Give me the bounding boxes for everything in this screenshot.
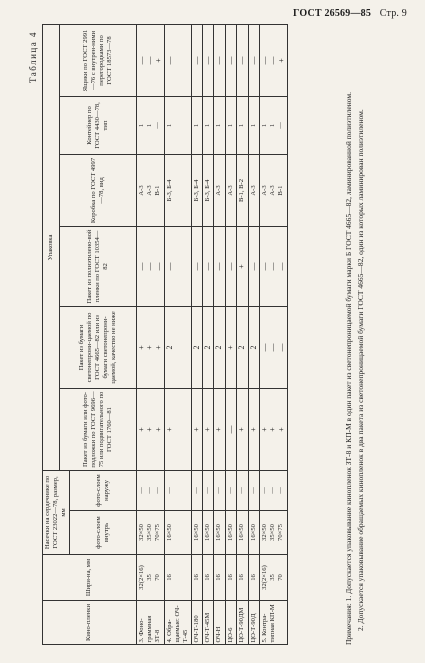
cell-crate: — (164, 24, 191, 96)
header-box: Коробка по ГОСТ 4997—78, вид (60, 154, 137, 226)
cell-film: ОЧ-Н (214, 601, 225, 645)
cell-crate: — (225, 24, 236, 96)
table-row (191, 24, 202, 644)
header-film: Кино-пленки (43, 601, 137, 645)
cell-crate: — (203, 24, 214, 96)
cell-film: ЦО-6 (225, 601, 236, 645)
cell-notch-out: — (225, 470, 236, 510)
table-row (237, 24, 248, 644)
cell-container: 1 (237, 96, 248, 154)
cell-film: ОЧ-Т-45М (203, 601, 214, 645)
cell-pkt-gost: + (237, 388, 248, 470)
header-pkt-gost: Пакет из бумаги или фото-подложки по ГОСТ 9696—75 или подвигательного по ГОСТ 1760—81 (60, 388, 137, 470)
cell-width: 16 (225, 555, 236, 601)
standard-number: ГОСТ 26569—85 (293, 8, 372, 19)
cell-pkt-lightproof: — — — (259, 306, 287, 388)
cell-notch-in: 16×50 (248, 511, 259, 555)
cell-box: А-3 А-3 В-1 (136, 154, 164, 226)
cell-pkt-lightproof: 2 (237, 306, 248, 388)
cell-pkt-poly: — (164, 226, 191, 306)
cell-width: 16 (214, 555, 225, 601)
cell-film: ЦО-Т-90Д (248, 601, 259, 645)
cell-crate: — — + (136, 24, 164, 96)
cell-width: 32(2×16) 35 70 (259, 555, 287, 601)
cell-pkt-poly: — (203, 226, 214, 306)
cell-pkt-lightproof: 2 (191, 306, 202, 388)
table-row (214, 24, 225, 644)
cell-crate: — (214, 24, 225, 96)
cell-notch-in: 32×50 35×50 70×75 (259, 511, 287, 555)
cell-notch-out: — (214, 470, 225, 510)
table-row (259, 24, 287, 644)
cell-notch-in: 16×50 (191, 511, 202, 555)
cell-notch-in: 16×50 (225, 511, 236, 555)
header-notches: Насечки на сердечнике по ГОСТ 23022—78, размер, мм (43, 470, 70, 554)
cell-pkt-poly: — — — (259, 226, 287, 306)
note-2: 2. Допускается упаковывание обращаемых кинопленок в два пакета из светонепроницаемой бумаги ГОСТ 4665—82, один из которых ламинирован полиэтиленом. (356, 109, 366, 631)
cell-notch-out: — (248, 470, 259, 510)
cell-film: 5. Контра-типная КП-М (259, 601, 287, 645)
cell-box: А-3 (214, 154, 225, 226)
table-row (203, 24, 214, 644)
cell-notch-out: — (164, 470, 191, 510)
cell-pkt-lightproof: 2 (164, 306, 191, 388)
cell-pkt-poly: — (225, 226, 236, 306)
cell-pkt-poly: — (214, 226, 225, 306)
cell-width: 16 (248, 555, 259, 601)
table-row (225, 24, 236, 644)
cell-box: Б-3, Б-4 (203, 154, 214, 226)
cell-notch-out: — (203, 470, 214, 510)
cell-notch-out: — (237, 470, 248, 510)
cell-notch-in: 16×50 (237, 511, 248, 555)
header-pkt-lightproof: Пакет из бумаги светонепрони-цаемой по ГОСТ 4665—82 или из бумаги светонепрони-цаемой, качество не ниже (60, 306, 137, 388)
header-crate: Ящики по ГОСТ 2991—76 с внутрен-ними перегородками по ГОСТ 18573—78 (60, 24, 137, 96)
cell-crate: — (191, 24, 202, 96)
cell-crate: — — + (259, 24, 287, 96)
cell-pkt-lightproof: + (225, 306, 236, 388)
cell-pkt-gost: + + + (259, 388, 287, 470)
cell-container: 1 (164, 96, 191, 154)
cell-crate: — (237, 24, 248, 96)
cell-box: Б-3, Б-4 (191, 154, 202, 226)
table-row (136, 24, 164, 644)
cell-box: А-3 (225, 154, 236, 226)
cell-width: 32(2×16) 35 70 (136, 555, 164, 601)
table-row (248, 24, 259, 644)
cell-container: 1 (191, 96, 202, 154)
table-row (164, 24, 191, 644)
packaging-table (42, 24, 288, 645)
cell-container: 1 (225, 96, 236, 154)
cell-pkt-gost: + (214, 388, 225, 470)
cell-pkt-gost: + (164, 388, 191, 470)
cell-pkt-gost: + (203, 388, 214, 470)
cell-container: 1 1 — (259, 96, 287, 154)
cell-crate: — (248, 24, 259, 96)
cell-pkt-lightproof: 2 (214, 306, 225, 388)
cell-pkt-gost: + (248, 388, 259, 470)
cell-pkt-lightproof: + + + (136, 306, 164, 388)
cell-notch-in: 16×50 (203, 511, 214, 555)
cell-film: 4. Обра-щаемые: ОЧ-Т-45 (164, 601, 191, 645)
page-number: Стр. 9 (379, 8, 407, 19)
cell-pkt-poly: — (191, 226, 202, 306)
cell-pkt-lightproof: 2 (248, 306, 259, 388)
cell-notch-out: — — — (136, 470, 164, 510)
note-1: Примечания: 1. Допускается упаковывание кинопленок ЗТ-8 и КП-М в один пакет из светонепроницаемой бумаги марки Б ГОСТ 4665—82, ламинированной полиэтиленом. (344, 92, 353, 645)
cell-width: 16 (164, 555, 191, 601)
cell-pkt-gost: + + + (136, 388, 164, 470)
cell-pkt-gost: + (191, 388, 202, 470)
cell-width: 16 (237, 555, 248, 601)
header-container: Контейнер по ГОСТ 4430—78, тип (60, 96, 137, 154)
cell-pkt-poly: — — — (136, 226, 164, 306)
header-packaging: Упаковка (43, 24, 60, 470)
table-title: Таблица 4 (28, 31, 38, 83)
cell-notch-in: 16×50 (164, 511, 191, 555)
cell-notch-in: 16×50 (214, 511, 225, 555)
header-notch-out: фото-слоем наружу (69, 470, 136, 510)
cell-pkt-poly: — (248, 226, 259, 306)
cell-pkt-lightproof: 2 (203, 306, 214, 388)
cell-box: А-3 А-3 В-1 (259, 154, 287, 226)
cell-container: 1 (203, 96, 214, 154)
header-width: Шири-на, мм (43, 555, 137, 601)
header-pkt-poly: Пакет из полиэтилено-вой пленки по ГОСТ 10354—82 (60, 226, 137, 306)
cell-width: 16 (203, 555, 214, 601)
header-notch-in: фото-слоем внутрь (69, 511, 136, 555)
page-header (293, 8, 407, 19)
cell-box: Б-3, Б-4 (164, 154, 191, 226)
cell-container: 1 (214, 96, 225, 154)
cell-film: 3. Фоно-граммная ЗТ-8 (136, 601, 164, 645)
cell-width: 16 (191, 555, 202, 601)
cell-pkt-gost: — (225, 388, 236, 470)
cell-film: ЦО-Т-90ДМ (237, 601, 248, 645)
cell-container: 1 1 — (136, 96, 164, 154)
cell-notch-in: 32×50 35×50 70×75 (136, 511, 164, 555)
cell-pkt-poly: + (237, 226, 248, 306)
cell-notch-out: — (191, 470, 202, 510)
cell-container: 1 (248, 96, 259, 154)
cell-box: А-3 (248, 154, 259, 226)
cell-box: В-1, В-2 (237, 154, 248, 226)
cell-film: ОЧ-Т-180 (191, 601, 202, 645)
rotated-page-content (26, 25, 406, 645)
cell-notch-out: — — — (259, 470, 287, 510)
notes (344, 25, 368, 645)
